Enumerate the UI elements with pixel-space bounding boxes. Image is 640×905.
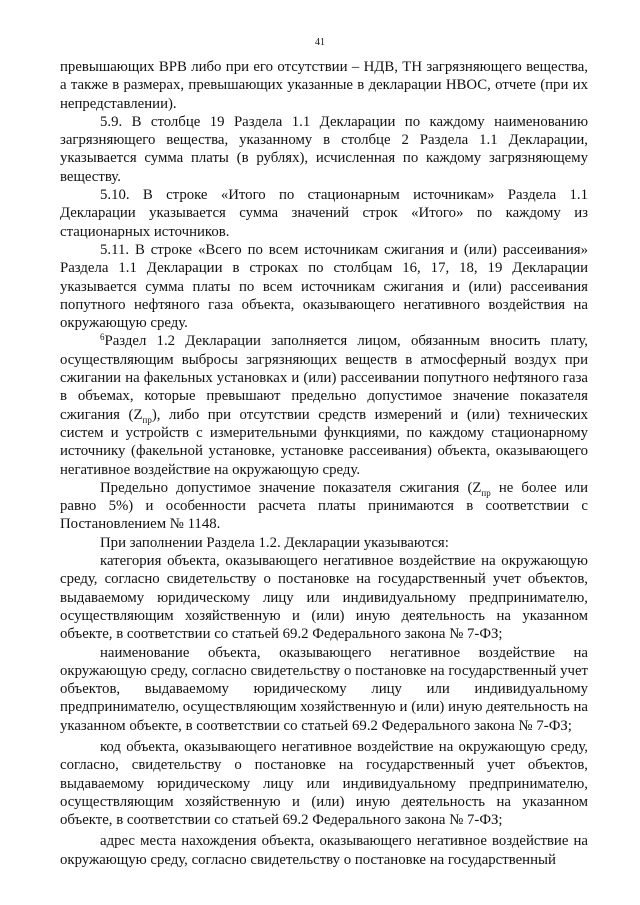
paragraph-5-11: 5.11. В строке «Всего по всем источникам сжигания и (или) рассеивания» Раздела 1.1 Декларации в строках по столбцам 16, 17, 18, 19 Декларации указывается сумма платы по всем источникам сжигания и (или) рассеивания попутного нефтяного газа объекта, оказывающего негативного воздействия на окружающую среду. (60, 241, 588, 332)
paragraph-section-1-2-text-b: ), либо при отсутствии средств измерений и (или) технических систем и устройств с измерительными функциями, по каждому стационарному источнику (факельной установке, установке рассеивания) объекта, оказывающего негативное воздействие на окружающую среду. (60, 406, 588, 478)
paragraph-limit-value-text-b: не более или равно 5%) и особенности расчета платы принимаются в соответствии с Постановлением № 1148. (60, 479, 589, 533)
subscript-pr: пр (481, 487, 491, 498)
document-body (60, 58, 588, 869)
paragraph-code: код объекта, оказывающего негативное воздействие на окружающую среду, согласно, свидетельству о постановке на государственный учет объектов, выдаваемому юридическому лицу или индивидуальному предпринимателю, осуществляющим хозяйственную и (или) иную деятельность на указанном объекте, в соответствии со статьей 69.2 Федерального закона № 7-ФЗ; (60, 738, 588, 829)
footnote-marker: 6 (100, 332, 105, 343)
paragraph-continuation: превышающих ВРВ либо при его отсутствии – НДВ, ТН загрязняющего вещества, а также в размерах, превышающих указанные в декларации НВОС, отчете (при их непредставлении). (60, 59, 588, 112)
page-number: 41 (315, 37, 325, 48)
paragraph-section-1-2 (60, 332, 588, 478)
paragraph-5-9: 5.9. В столбце 19 Раздела 1.1 Декларации по каждому наименованию загрязняющего вещества, указанному в столбце 2 Раздела 1.1 Декларации, указывается сумма платы (в рублях), исчисленная по каждому загрязняющему веществу. (60, 113, 588, 185)
paragraph-address: адрес места нахождения объекта, оказывающего негативное воздействие на окружающую среду, согласно свидетельству о постановке на государственный (60, 833, 588, 868)
paragraph-5-10: 5.10. В строке «Итого по стационарным источникам» Раздела 1.1 Декларации указывается сумма значений строк «Итого» по каждому из стационарных источников. (60, 187, 588, 240)
paragraph-fill-instructions: При заполнении Раздела 1.2. Декларации указываются: (100, 534, 449, 551)
paragraph-limit-value (60, 479, 588, 534)
paragraph-category: категория объекта, оказывающего негативное воздействие на окружающую среду, согласно свидетельству о постановке на государственный учет объектов, выдаваемому юридическому лицу или индивидуальному предпринимателю, осуществляющим хозяйственную и (или) иную деятельность на указанном объекте, в соответствии со статьей 69.2 Федерального закона № 7-ФЗ; (60, 553, 588, 643)
paragraph-limit-value-text-a: Предельно допустимое значение показателя сжигания (Z (100, 479, 482, 496)
subscript-pr: пр (142, 414, 152, 425)
paragraph-section-1-2-text-a: Раздел 1.2 Декларации заполняется лицом, обязанным вносить плату, осуществляющим выбросы загрязняющих веществ в атмосферный воздух при сжигании на факельных установках и (или) рассеивании попутного нефтяного газа в объемах, которые превышают предельно допустимое значение показателя сжигания (Z (60, 333, 588, 423)
paragraph-name: наименование объекта, оказывающего негативное воздействие на окружающую среду, согласно свидетельству о постановке на государственный учет объектов, выдаваемому юридическому лицу или индивидуальному предпринимателю, осуществляющим хозяйственную и (или) иную деятельность на указанном объекте, в соответствии со статьей 69.2 Федерального закона № 7-ФЗ; (60, 644, 588, 734)
